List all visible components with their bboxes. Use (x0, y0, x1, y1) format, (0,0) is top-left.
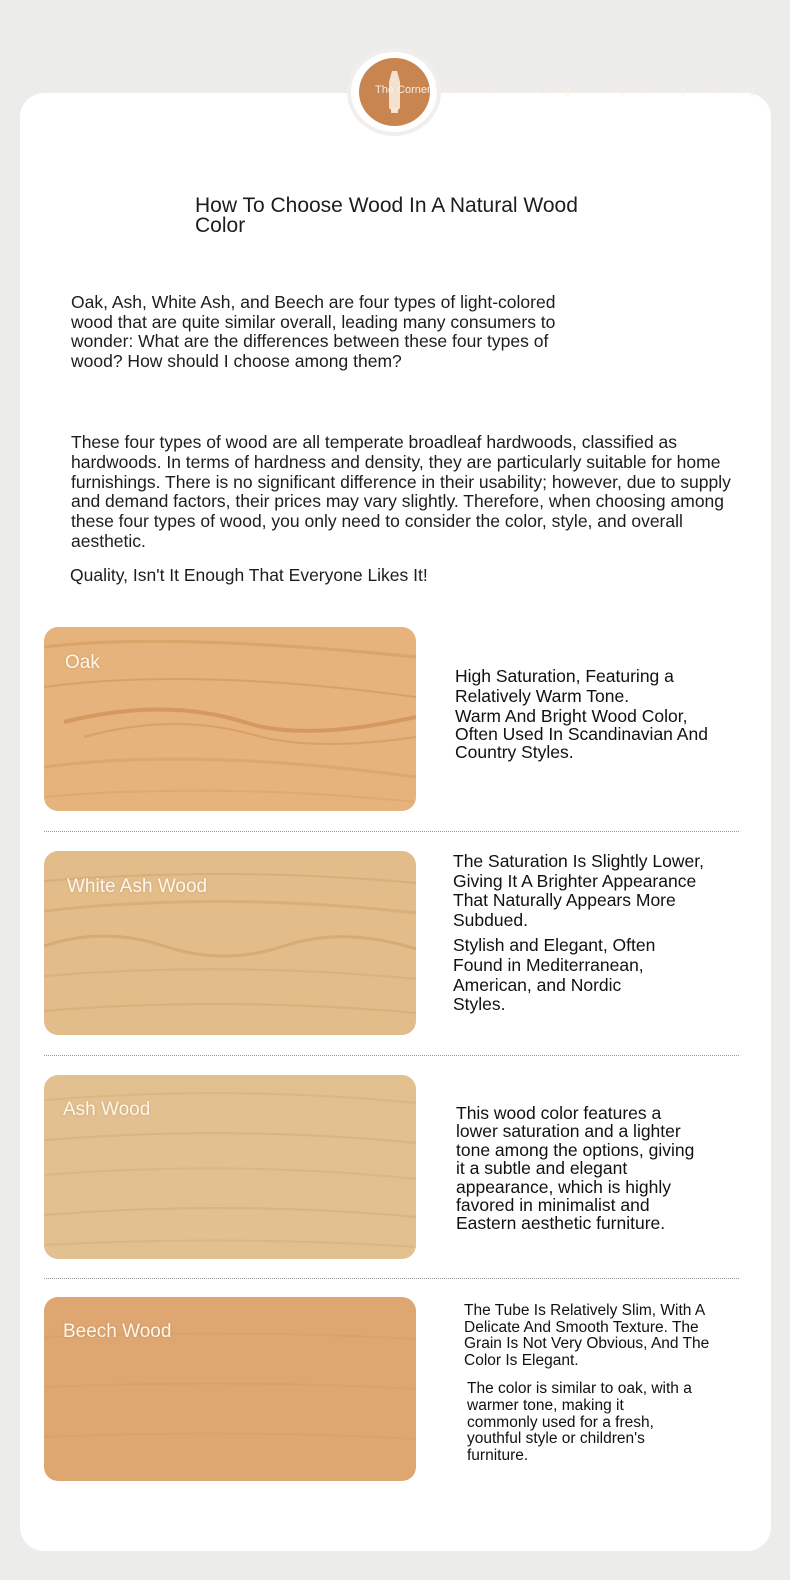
divider (44, 1278, 739, 1279)
white-ash-description: The Saturation Is Slightly Lower, Giving It A Brighter Appearance That Naturally Appears More Subdued. Stylish and Elegant, Often Found in Mediterranean, American, and Nordic Styles. (453, 851, 704, 1015)
ticker-text: The Corner Table features a sleek design that complements any modern living (375, 84, 756, 96)
body-paragraph: These four types of wood are all temperate broadleaf hardwoods, classified as hardwoods. In terms of hardness and density, they are particularly suitable for home furnishings. There is no significant difference in their usability; however, due to supply and demand factors, their prices may vary slightly. Therefore, when choosing among these four types of wood, you only need to consider the color, style, and overall aesthetic. (71, 432, 731, 551)
beech-label: Beech Wood (63, 1321, 172, 1342)
white-ash-label: White Ash Wood (67, 876, 208, 897)
divider (44, 1055, 739, 1056)
oak-label: Oak (65, 652, 100, 673)
tagline: Quality, Isn't It Enough That Everyone Likes It! (70, 565, 428, 585)
ash-label: Ash Wood (63, 1099, 151, 1120)
intro-paragraph: Oak, Ash, White Ash, and Beech are four types of light-colored wood that are quite similar overall, leading many consumers to wonder: What are the differences between these four types of wood? How should I choose among them? (71, 292, 556, 372)
ash-description: This wood color features a lower saturation and a lighter tone among the options, giving it a subtle and elegant appearance, which is highly favored in minimalist and Eastern aesthetic furniture. (456, 1103, 695, 1234)
beech-description: The Tube Is Relatively Slim, With A Delicate And Smooth Texture. The Grain Is Not Very Obvious, And The Color Is Elegant. The color is similar to oak, with a warmer tone, making it commonly used for a fresh, youthful style or children's furniture. (464, 1302, 710, 1464)
page-title: How To Choose Wood In A Natural Wood Color (195, 194, 578, 237)
oak-description: High Saturation, Featuring a Relatively Warm Tone. Warm And Bright Wood Color, Often Used In Scandinavian And Country Styles. (455, 666, 708, 762)
divider (44, 831, 739, 832)
